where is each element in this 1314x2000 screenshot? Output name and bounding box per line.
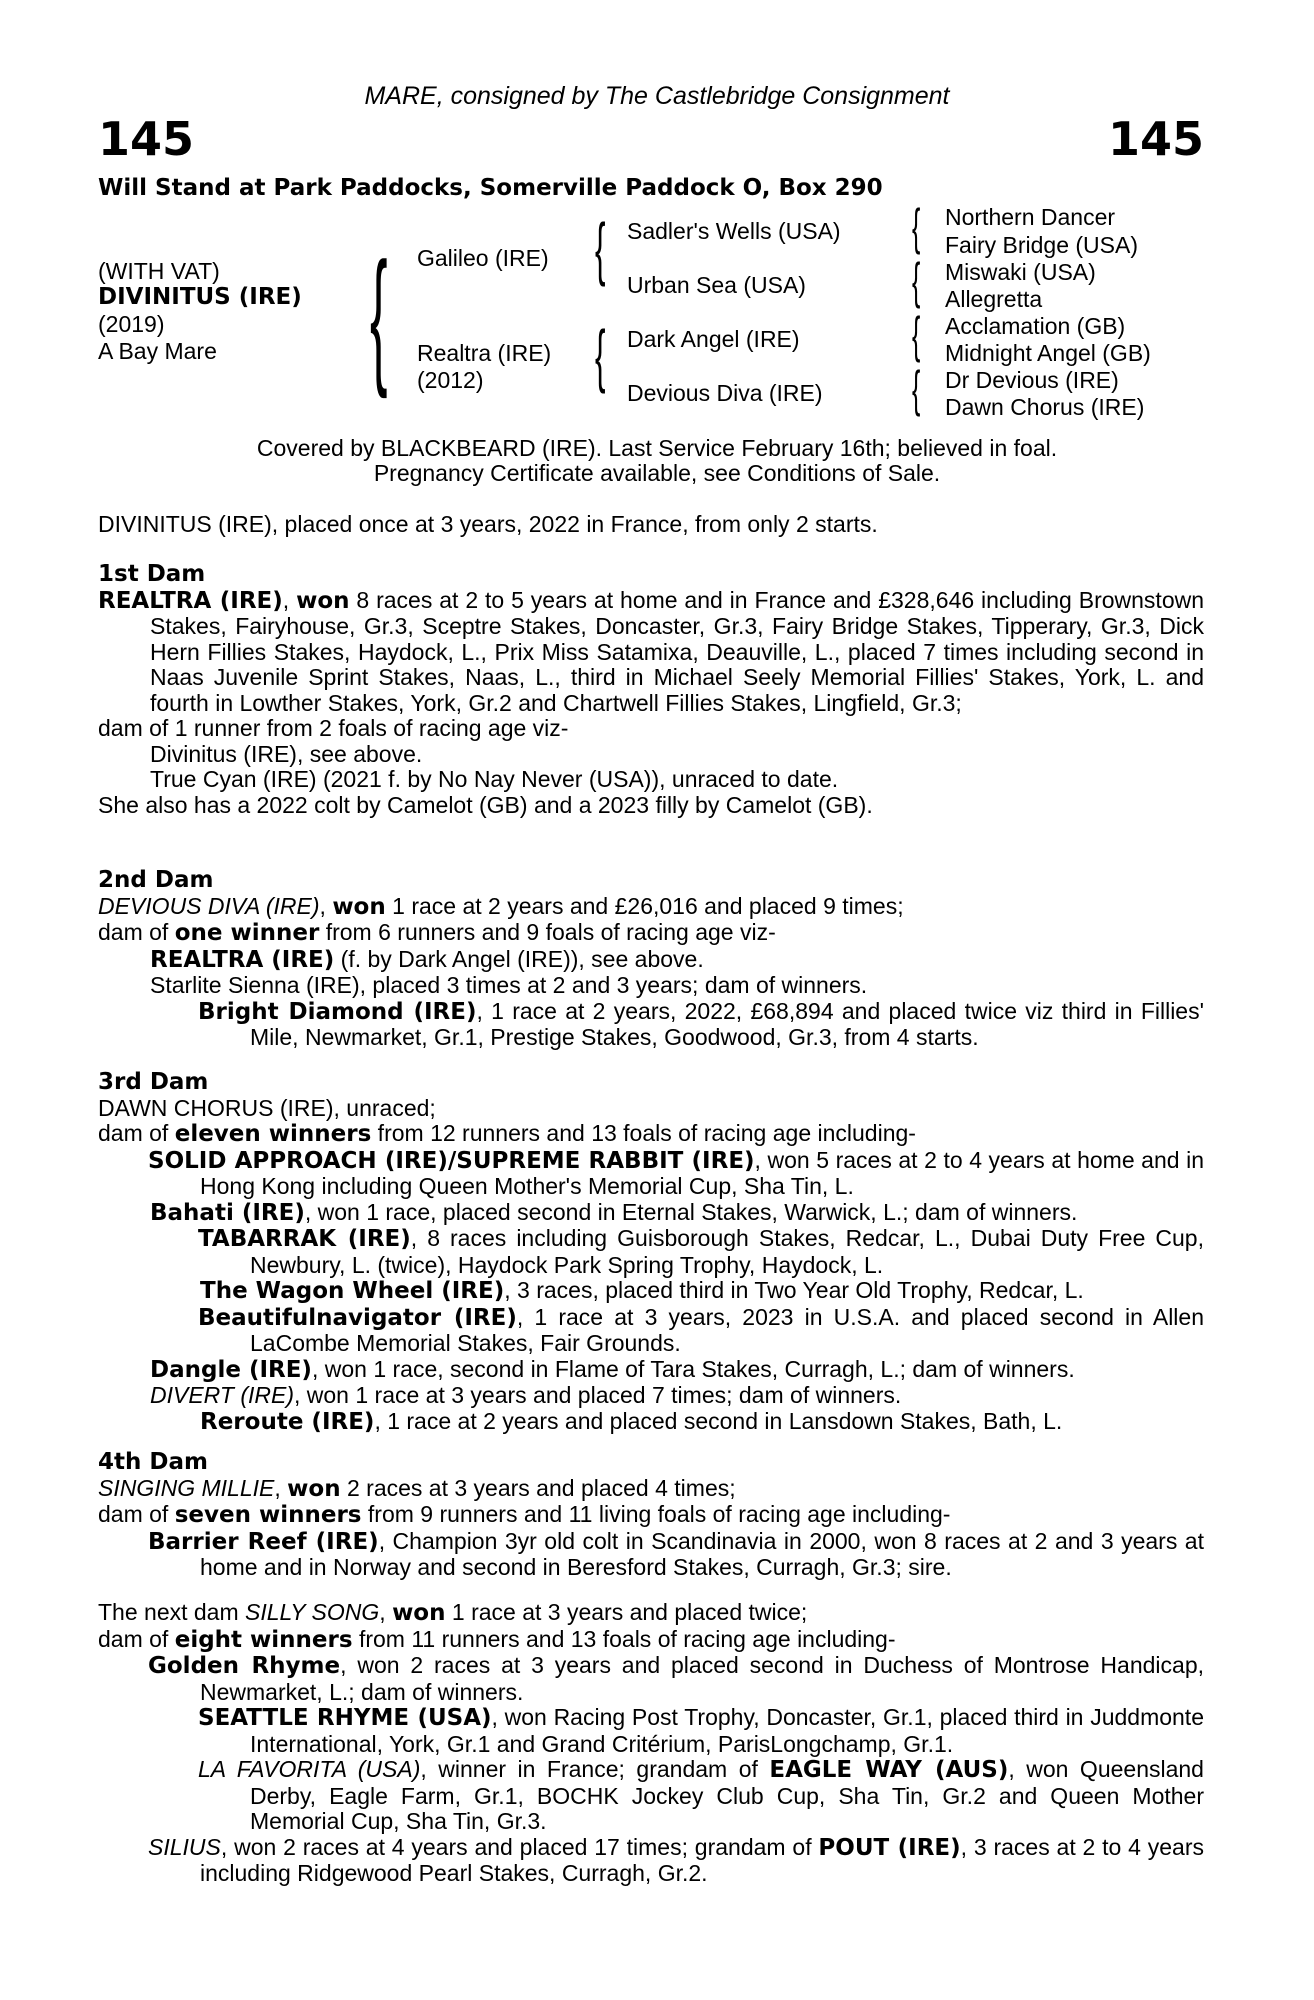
- pedigree-brace-g4: {: [912, 361, 921, 417]
- dam3-winners: eleven winners: [174, 1121, 372, 1147]
- dam2-won: won: [332, 893, 386, 920]
- pedigree-dsd: Midnight Angel (GB): [945, 340, 1151, 366]
- dam2-runners: from 6 runners and 9 foals of racing age viz-: [319, 919, 776, 945]
- dam1-also: She also has a 2022 colt by Camelot (GB) and a 2023 filly by Camelot (GB).: [98, 791, 873, 818]
- horse-year: (2019): [98, 311, 165, 337]
- pedigree-ddd: Dawn Chorus (IRE): [945, 394, 1145, 420]
- dam5-progeny-3: LA FAVORITA (USA), winner in France; grandam of EAGLE WAY (AUS), won Queensland Derby, Eagle Farm, Gr.1, BOCHK Jockey Club Cup, Sha Tin, Gr.2 and Queen Mother Memorial Cup, Sha Tin, Gr.3.: [198, 1756, 1204, 1834]
- dam1-name: REALTRA (IRE): [98, 587, 283, 614]
- pedigree-dss: Acclamation (GB): [945, 313, 1126, 339]
- dam3-progeny-8: Reroute (IRE), 1 race at 2 years and placed second in Lansdown Stakes, Bath, L.: [200, 1407, 1063, 1435]
- dam4-name: SINGING MILLIE: [98, 1474, 275, 1501]
- dam2-dam-of: dam of: [98, 919, 175, 945]
- dam1-dam-of: dam of 1 runner from 2 foals of racing age viz-: [98, 715, 569, 741]
- dam5-progeny-1: Golden Rhyme, won 2 races at 3 years and placed second in Duchess of Montrose Handicap, Newmarket, L.; dam of winners.: [148, 1652, 1204, 1705]
- dam4-section: 4th Dam SINGING MILLIE, won 2 races at 3 years and placed 4 times; dam of seven winners from 9 runners and 11 living foals of racing age including- Barrier Reef (IRE), Champion 3yr old colt in Scandinavia in 2000, won 8 races at 2 and 3 years at home and in Norway and second in Beresford Stakes, Curragh, Gr.3; sire.: [98, 1449, 1204, 1580]
- pedigree-dam: Realtra (IRE): [417, 340, 552, 366]
- pedigree-sss: Northern Dancer: [945, 204, 1116, 230]
- dam5-winners: eight winners: [174, 1626, 353, 1653]
- dam2-text: 1 race at 2 years and £26,016 and placed 9 times;: [385, 892, 904, 919]
- pedigree-dam-dam: Devious Diva (IRE): [627, 380, 823, 406]
- dam2-name: DEVIOUS DIVA (IRE): [98, 892, 320, 919]
- dam4-heading: 4th Dam: [98, 1449, 208, 1475]
- pedigree-sds: Miswaki (USA): [945, 259, 1096, 285]
- dam3-progeny-3: TABARRAK (IRE), 8 races including Guisborough Stakes, Redcar, L., Dubai Duty Free Cup, Newbury, L. (twice), Haydock Park Spring Trophy, Haydock, L.: [198, 1225, 1204, 1278]
- dam1-text: 8 races at 2 to 5 years at home and in France and £328,646 including Brownstown Stakes, Fairyhouse, Gr.3, Sceptre Stakes, Doncaster, Gr.3, Fairy Bridge Stakes, Tipperary, Gr.3, Dick Hern Fillies Stakes, Haydock, L., Prix Miss Satamixa, Deauville, L., placed 7 times including second in Naas Juvenile Sprint Stakes, Naas, L., third in Michael Seely Memorial Fillies' Stakes, York, L. and fourth in Lowther Stakes, York, Gr.2 and Chartwell Fillies Stakes, Lingfield, Gr.3;: [150, 586, 1205, 716]
- pedigree-sdd: Allegretta: [945, 286, 1043, 312]
- dam3-section: 3rd Dam DAWN CHORUS (IRE), unraced; dam of eleven winners from 12 runners and 13 foals of racing age including- SOLID APPROACH (IRE)/SUPREME RABBIT (IRE), won 5 races at 2 to 4 years at home and in Hong Kong including Queen Mother's Memorial Cup, Sha Tin, L. Bahati (IRE), won 1 race, placed second in Eternal Stakes, Warwick, L.; dam of winners. TABARRAK (IRE), 8 races including Guisborough Stakes, Redcar, L., Dubai Duty Free Cup, Newbury, L. (twice), Haydock Park Spring Trophy, Haydock, L. The Wagon Wheel (IRE), 3 races, placed third in Two Year Old Trophy, Redcar, L. Beautifulnavigator (IRE), 1 race at 3 years, 2023 in U.S.A. and placed second in Allen LaCombe Memorial Stakes, Fair Grounds. Dangle (IRE), won 1 race, second in Flame of Tara Stakes, Curragh, L.; dam of winners. DIVERT (IRE), won 1 race at 3 years and placed 7 times; dam of winners. Reroute (IRE), 1 race at 2 years and placed second in Lansdown Stakes, Bath, L.: [98, 1069, 1204, 1435]
- dam3-progeny-6: Dangle (IRE), won 1 race, second in Flame of Tara Stakes, Curragh, L.; dam of winners.: [150, 1355, 1075, 1383]
- horse-description: A Bay Mare: [98, 338, 217, 364]
- dam1-progeny-2: True Cyan (IRE) (2021 f. by No Nay Never (USA)), unraced to date.: [150, 766, 839, 792]
- pedigree-brace-g3: {: [912, 307, 921, 363]
- pedigree-dam-year: (2012): [417, 367, 484, 393]
- covered-line-2: Pregnancy Certificate available, see Conditions of Sale.: [373, 460, 941, 486]
- pedigree-sire: Galileo (IRE): [417, 245, 549, 271]
- dam2-heading: 2nd Dam: [98, 867, 214, 893]
- pedigree-sire-sire: Sadler's Wells (USA): [627, 218, 841, 244]
- dam2-progeny-2: Starlite Sienna (IRE), placed 3 times at 2 and 3 years; dam of winners.: [150, 972, 868, 998]
- horse-name: DIVINITUS (IRE): [98, 284, 302, 310]
- covered-line-1: Covered by BLACKBEARD (IRE). Last Service February 16th; believed in foal.: [256, 435, 1058, 461]
- pedigree-brace-g2: {: [912, 253, 921, 309]
- dam2-section: 2nd Dam DEVIOUS DIVA (IRE), won 1 race at 2 years and £26,016 and placed 9 times; dam of one winner from 6 runners and 9 foals of racing age viz- REALTRA (IRE) (f. by Dark Angel (IRE)), see above. Starlite Sienna (IRE), placed 3 times at 2 and 3 years; dam of winners. Bright Diamond (IRE), 1 race at 2 years, 2022, £68,894 and placed twice viz third in Fillies' Mile, Newmarket, Gr.1, Prestige Stakes, Goodwood, Gr.3, from 4 starts.: [98, 867, 1204, 1050]
- pedigree-ssd: Fairy Bridge (USA): [945, 232, 1138, 258]
- consignor-line: MARE, consigned by The Castlebridge Consignment: [364, 82, 950, 110]
- horse-vat: (WITH VAT): [98, 258, 220, 284]
- dam4-progeny-1: Barrier Reef (IRE), Champion 3yr old colt in Scandinavia in 2000, won 8 races at 2 and 3 years at home and in Norway and second in Beresford Stakes, Curragh, Gr.3; sire.: [148, 1527, 1204, 1580]
- stand-location: Will Stand at Park Paddocks, Somerville Paddock O, Box 290: [98, 175, 883, 201]
- dam3-progeny-7: DIVERT (IRE), won 1 race at 3 years and placed 7 times; dam of winners.: [150, 1382, 902, 1408]
- pedigree-brace-g1: {: [912, 199, 921, 255]
- lot-number-left: 145: [98, 112, 195, 166]
- pedigree-sire-dam: Urban Sea (USA): [627, 272, 806, 298]
- dam5-progeny-4: SILIUS, won 2 races at 4 years and placed 17 times; grandam of POUT (IRE), 3 races at 2 to 4 years including Ridgewood Pearl Stakes, Curragh, Gr.2.: [148, 1833, 1204, 1886]
- dam1-record: REALTRA (IRE), won 8 races at 2 to 5 years at home and in France and £328,646 including Brownstown Stakes, Fairyhouse, Gr.3, Sceptre Stakes, Doncaster, Gr.3, Fairy Bridge Stakes, Tipperary, Gr.3, Dick Hern Fillies Stakes, Haydock, L., Prix Miss Satamixa, Deauville, L., placed 7 times including second in Naas Juvenile Sprint Stakes, Naas, L., third in Michael Seely Memorial Fillies' Stakes, York, L. and fourth in Lowther Stakes, York, Gr.2 and Chartwell Fillies Stakes, Lingfield, Gr.3;: [98, 586, 1205, 716]
- dam1-heading: 1st Dam: [98, 561, 206, 587]
- race-summary: DIVINITUS (IRE), placed once at 3 years, 2022 in France, from only 2 starts.: [98, 511, 878, 537]
- dam3-progeny-2: Bahati (IRE), won 1 race, placed second in Eternal Stakes, Warwick, L.; dam of winners.: [150, 1198, 1078, 1226]
- dam5-progeny-2: SEATTLE RHYME (USA), won Racing Post Trophy, Doncaster, Gr.1, placed third in Juddmonte International, York, Gr.1 and Grand Critérium, ParisLongchamp, Gr.1.: [198, 1704, 1204, 1757]
- dam4-winners: seven winners: [174, 1502, 362, 1528]
- pedigree-brace-sire: {: [595, 209, 606, 287]
- lot-number-right: 145: [1107, 112, 1204, 166]
- dam2-winners: one winner: [174, 920, 320, 946]
- dam5-name: SILLY SONG: [245, 1599, 380, 1625]
- dam5-section: The next dam SILLY SONG, won 1 race at 3 years and placed twice; dam of eight winners from 11 runners and 13 foals of racing age including- Golden Rhyme, won 2 races at 3 years and placed second in Duchess of Montrose Handicap, Newmarket, L.; dam of winners. SEATTLE RHYME (USA), won Racing Post Trophy, Doncaster, Gr.1, placed third in Juddmonte International, York, Gr.1 and Grand Critérium, ParisLongchamp, Gr.1. LA FAVORITA (USA), winner in France; grandam of EAGLE WAY (AUS), won Queensland Derby, Eagle Farm, Gr.1, BOCHK Jockey Club Cup, Sha Tin, Gr.2 and Queen Mother Memorial Cup, Sha Tin, Gr.3. SILIUS, won 2 races at 4 years and placed 17 times; grandam of POUT (IRE), 3 races at 2 to 4 years including Ridgewood Pearl Stakes, Curragh, Gr.2.: [98, 1599, 1204, 1886]
- dam1-section: [98, 562, 1204, 818]
- pedigree-brace-dam: {: [595, 316, 606, 394]
- dam3-progeny-1: SOLID APPROACH (IRE)/SUPREME RABBIT (IRE), won 5 races at 2 to 4 years at home and in Hong Kong including Queen Mother's Memorial Cup, Sha Tin, L.: [148, 1146, 1204, 1199]
- dam3-progeny-5: Beautifulnavigator (IRE), 1 race at 3 years, 2023 in U.S.A. and placed second in Allen LaCombe Memorial Stakes, Fair Grounds.: [198, 1303, 1204, 1356]
- dam2-progeny-3: Bright Diamond (IRE), 1 race at 2 years, 2022, £68,894 and placed twice viz third in Fillies' Mile, Newmarket, Gr.1, Prestige Stakes, Goodwood, Gr.3, from 4 starts.: [198, 997, 1204, 1050]
- dam2-progeny-1: REALTRA (IRE) (f. by Dark Angel (IRE)), see above.: [150, 945, 704, 973]
- dam1-progeny-1: Divinitus (IRE), see above.: [150, 740, 423, 767]
- dam3-heading: 3rd Dam: [98, 1069, 209, 1095]
- dam3-line1: DAWN CHORUS (IRE), unraced;: [98, 1094, 436, 1121]
- pedigree-dds: Dr Devious (IRE): [945, 367, 1119, 393]
- pedigree-dam-sire: Dark Angel (IRE): [627, 326, 800, 352]
- dam3-progeny-4: The Wagon Wheel (IRE), 3 races, placed third in Two Year Old Trophy, Redcar, L.: [200, 1277, 1084, 1304]
- pedigree-brace-main: {: [370, 231, 388, 399]
- dam1-won: won: [296, 587, 350, 614]
